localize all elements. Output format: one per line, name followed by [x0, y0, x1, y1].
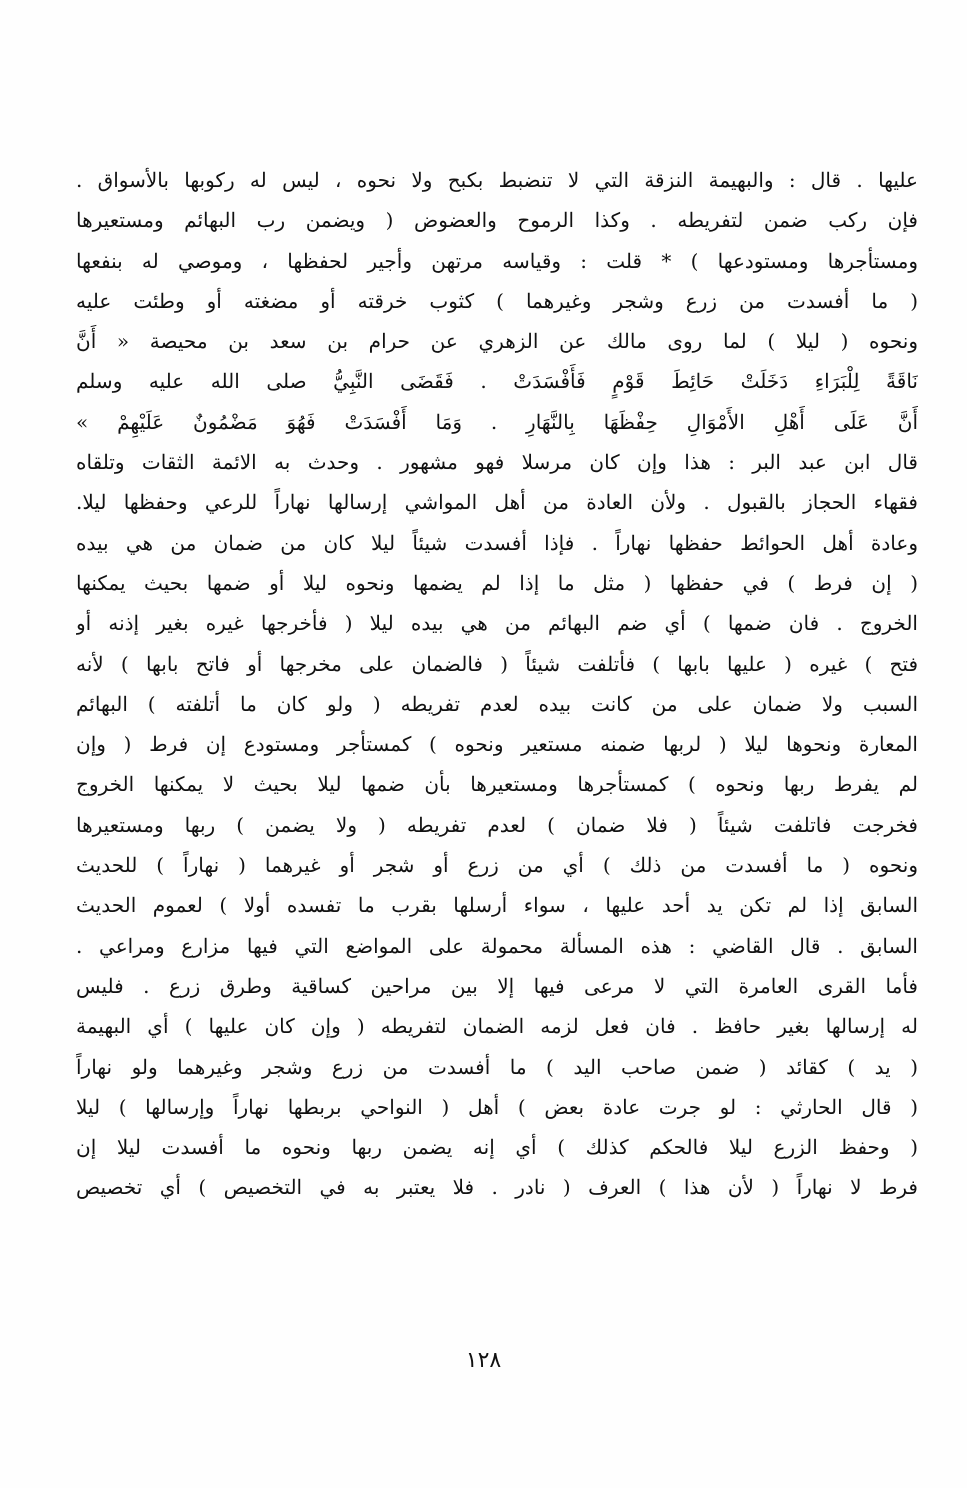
text-line-5: ونحوه ( ليلا ) لما روى مالك عن الزهري عن حرام بن سعد بن محيصة « أَنَّ: [76, 329, 918, 354]
text-line-18: ونحوه ( ما أفسدت من ذلك ) أي من زرع أو شجر أو غيرهما ( نهاراً ) للحديث: [76, 853, 918, 878]
text-line-8: قال ابن عبد البر : هذا وإن كان مرسلا فهو مشهور . وحدث به الائمة الثقات وتلقاه: [76, 450, 918, 475]
text-line-24: ( قال الحارثي : لو جرت عادة بعض ) أهل ( النواحي بربطها نهاراً وإرسالها ) ليلا: [76, 1094, 918, 1119]
text-line-20: السابق . قال القاضي : هذه المسألة محمولة على المواضع التي فيها مزارع ومراعي .: [76, 933, 918, 958]
text-line-15: المعارة ونحوها ليلا ( لربها ضمنه مستعير ونحوه ) كمستأجر ومستودع إن فرط ( وإن: [76, 732, 918, 757]
text-line-11: ( إن فرط ) في حفظها ( مثل ما إذا لم يضمها ونحوه ليلا أو ضمها بحيث يمكنها: [76, 570, 918, 595]
page-number: ١٢٨: [465, 1348, 502, 1373]
text-line-12: الخروج . فان ضمها ) أي ضم البهائم من هي بيده ليلا ( فأخرجها غيره بغير إذنه أو: [76, 611, 918, 636]
text-line-10: وعادة أهل الحوائط حفظها نهاراً . فإذا أفسدت شيئاً ليلا كان من ضمان من هي بيده: [76, 530, 918, 555]
text-line-7: أَنَّ عَلَى أَهْلِ الأَمْوَالِ حِفْظَهَا بِالنَّهَارِ . وَمَا أَفْسَدَتْ فَهُوَ مَضْمُونٌ عَلَيْهِمْ »: [76, 409, 918, 434]
body-text: [76, 160, 918, 1208]
text-line-17: فخرجت فاتلفت شيئاً ( فلا ضمان ) لعدم تفريطه ( ولا يضمن ) ربها ومستعيرها: [76, 812, 918, 837]
text-line-1: عليها . قال : والبهيمة النزقة التي لا تنضبط بكبح ولا نحوه ، ليس له ركوبها بالأسواق .: [76, 168, 918, 192]
text-line-26: فرط لا نهاراً ( لأن هذا ) العرف ( نادر . فلا يعتبر به في التخصيص ) أي تخصيص: [76, 1175, 918, 1200]
text-line-23: ( يد ) كقائد ( ضمن صاحب اليد ) ما أفسدت من زرع وشجر وغيرهما ولو نهاراً: [76, 1054, 918, 1079]
text-line-4: ( ما أفسدت من زرع وشجر وغيرهما ) كثوب خرقته أو مضغته أو وطئت عليه: [76, 288, 918, 313]
text-line-2: فإن ركب ضمن لتفريطه . وكذا الرموح والعضوض ( ويضمن رب البهائم ومستعيرها: [76, 208, 918, 233]
text-line-21: فأما القرى العامرة التي لا مرعى فيها إلا بين مراحين كساقية وطرق زرع . فليس: [76, 973, 918, 998]
text-line-13: فتح ) غيره ( عليها بابها ) فأتلفت شيئاً ( فالضمان على مخرجها أو فاتح بابها ) لأنه: [76, 651, 918, 676]
text-line-9: فقهاء الحجاز بالقبول . ولأن العادة من أهل المواشي إرسالها نهاراً للرعي وحفظها ليلا.: [76, 490, 918, 515]
text-line-6: نَاقَةً لِلْبَرَاءِ دَخَلَتْ حَائِطَ قَوْمٍ فَأَفْسَدَتْ . فَقَضَى النَّبِيُّ صلى الله عليه وسلم: [76, 369, 918, 394]
text-line-19: السابق إذا لم تكن يد أحد عليها ، سواء أرسلها بقرب ما تفسده أولا ) لعموم الحديث: [76, 893, 918, 918]
text-line-14: السبب ولا ضمان على من كانت بيده لعدم تفريطه ( ولو كان ما أتلفته ) البهائم: [76, 691, 918, 716]
text-line-25: ( وحفظ الزرع ليلا فالحكم كذلك ) أي إنه يضمن ربها ونحوه ما أفسدت ليلا إن: [76, 1135, 918, 1160]
text-line-3: ومستأجرها ومستودعها ) * قلت : وقياسه مرتهن وأجير لحفظها ، وموصي له بنفعها: [76, 248, 918, 273]
text-line-22: له إرسالها بغير حافظ . فان فعل لزمه الضمان لتفريطه ( وإن كان عليها ) أي البهيمة: [76, 1014, 918, 1039]
text-line-16: لم يفرط ربها ونحوه ) كمستأجرها ومستعيرها بأن ضمها ليلا بحيث لا يمكنها الخروج: [76, 772, 918, 797]
